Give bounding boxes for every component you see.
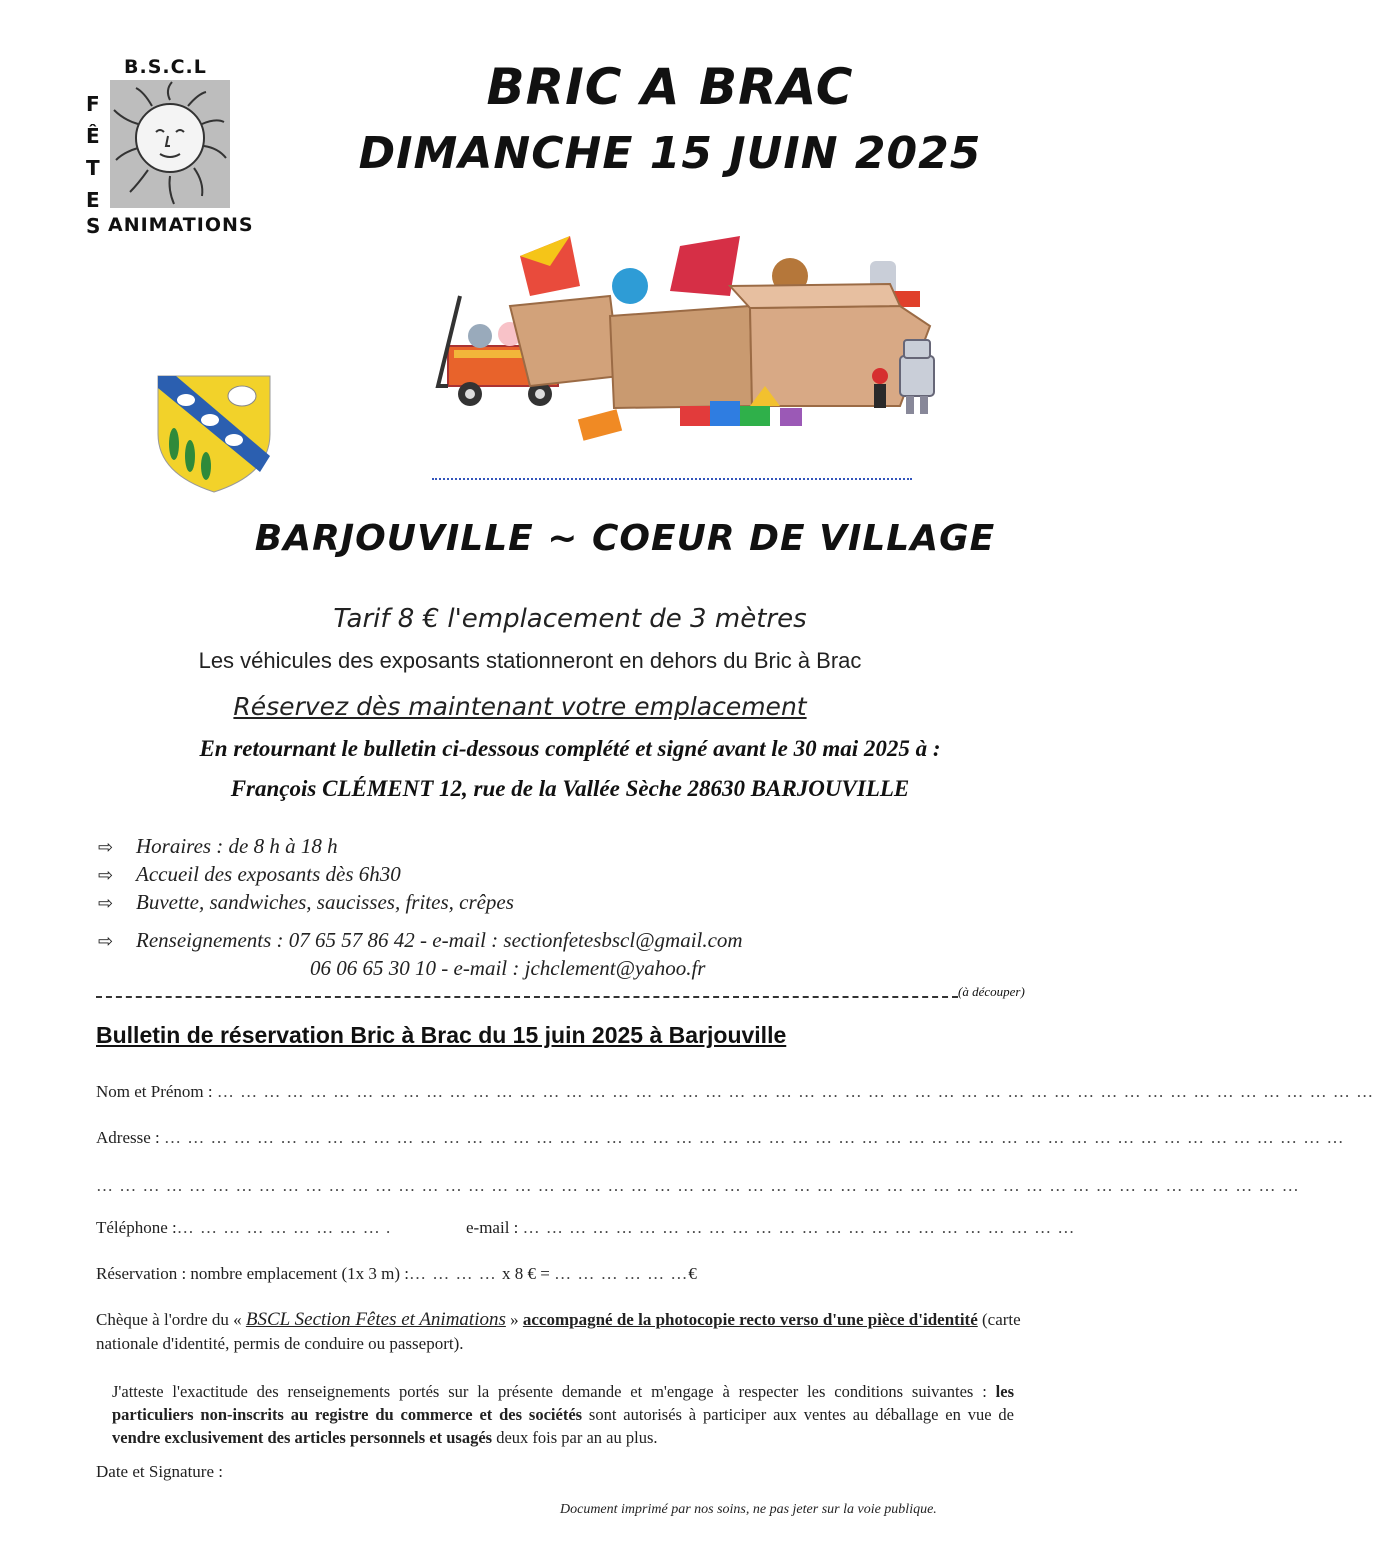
toy-boxes-illustration [430, 236, 960, 446]
cheque-suffix: (carte nationale d'identité, permis de conduire ou passeport). [96, 1310, 1021, 1353]
arrow-right-icon: ⇨ [98, 837, 114, 857]
tarif-text: Tarif 8 € l'emplacement de 3 mètres [333, 604, 807, 634]
detail-text: Accueil des exposants dès 6h30 [136, 862, 401, 886]
fill-dots: … … … … … … [554, 1264, 689, 1283]
attestation-text [112, 1380, 1014, 1449]
dotted-divider [432, 478, 912, 483]
event-date: DIMANCHE 15 JUIN 2025 [358, 128, 982, 179]
field-adresse-line2[interactable] [96, 1176, 1300, 1196]
logo-animations: ANIMATIONS [108, 214, 254, 236]
send-address: François CLÉMENT 12, rue de la Vallée Sèche 28630 BARJOUVILLE [230, 776, 910, 801]
fill-dots: … … … … … … … … … … … … … … … … … … … … … … … … … … … … … … … … … … … … … … … … … … … … … … … … … … … … [96, 1176, 1300, 1195]
atteste-bold: les particuliers non-inscrits au registre du commerce et des sociétés [112, 1382, 1014, 1424]
detail-text: Renseignements : 07 65 57 86 42 - e-mail : sectionfetesbscl@gmail.com [136, 928, 743, 952]
event-title: BRIC A BRAC [486, 58, 854, 116]
field-reservation[interactable] [96, 1264, 697, 1284]
cut-line [96, 996, 958, 998]
atteste-part: sont autorisés à participer aux ventes au déballage en vue de [582, 1405, 1014, 1424]
event-location: BARJOUVILLE ~ COEUR DE VILLAGE [254, 518, 996, 559]
atteste-bold: vendre exclusivement des articles personnels et usagés [112, 1428, 493, 1447]
village-crest-icon [156, 374, 272, 494]
logo-letter: E [86, 188, 100, 212]
field-nom[interactable] [96, 1082, 1374, 1102]
bulletin-title: Bulletin de réservation Bric à Brac du 15 juin 2025 à Barjouville [96, 1022, 787, 1048]
sun-logo-icon [110, 80, 230, 208]
detail-accueil [98, 862, 401, 887]
cheque-instructions [96, 1308, 1046, 1356]
cheque-id-requirement: accompagné de la photocopie recto verso d'une pièce d'identité [522, 1310, 978, 1329]
reservation-calc: x 8 € = [502, 1264, 555, 1283]
detail-text: Buvette, sandwiches, saucisses, frites, crêpes [136, 890, 514, 914]
detail-renseignements [98, 928, 743, 953]
detail-text: Horaires : de 8 h à 18 h [136, 834, 338, 858]
vehicules-text: Les véhicules des exposants stationneront en dehors du Bric à Brac [198, 648, 862, 673]
logo-org-name: B.S.C.L [124, 56, 207, 78]
detail-buvette [98, 890, 514, 915]
fill-dots: … … … … … … … … … . [176, 1218, 392, 1237]
cheque-mid: » [505, 1310, 523, 1329]
reservation-unit: € [688, 1264, 697, 1283]
field-telephone[interactable] [96, 1218, 391, 1238]
cheque-payee: BSCL Section Fêtes et Animations [245, 1309, 506, 1330]
footer-note: Document imprimé par nos soins, ne pas jeter sur la voie publique. [560, 1502, 937, 1517]
date-signature-field[interactable]: Date et Signature : [96, 1462, 223, 1481]
field-label: Téléphone : [96, 1218, 177, 1237]
field-label: Nom et Prénom : [96, 1082, 217, 1101]
field-label: e-mail : [466, 1218, 523, 1237]
field-email[interactable] [466, 1218, 1075, 1238]
field-label: Réservation : nombre emplacement (1x 3 m) : [96, 1264, 409, 1283]
fill-dots: … … … … … … … … … … … … … … … … … … … … … … … … … … … … … … … … … … … … … … … … … … … … … … … … … … [216, 1082, 1374, 1101]
detail-horaires [98, 834, 338, 859]
cut-label: (à découper) [958, 984, 1025, 999]
field-adresse[interactable] [96, 1128, 1344, 1148]
fill-dots: … … … … [409, 1264, 502, 1283]
logo-letter: Ê [86, 124, 100, 148]
field-label: Adresse : [96, 1128, 164, 1147]
atteste-part: J'atteste l'exactitude des renseignements portés sur la présente demande et m'engage à respecter les conditions suivantes : [112, 1382, 996, 1401]
fill-dots: … … … … … … … … … … … … … … … … … … … … … … … … [522, 1218, 1076, 1237]
logo-letter: S [86, 214, 101, 238]
arrow-right-icon: ⇨ [98, 865, 114, 885]
retour-text: En retournant le bulletin ci-dessous complété et signé avant le 30 mai 2025 à : [199, 736, 941, 761]
logo-letter: F [86, 92, 100, 116]
arrow-right-icon: ⇨ [98, 893, 114, 913]
logo-fetes-letters [86, 88, 100, 216]
cheque-prefix: Chèque à l'ordre du « [96, 1310, 246, 1329]
atteste-part: deux fois par an au plus. [492, 1428, 658, 1447]
reservez-text: Réservez dès maintenant votre emplacement [233, 692, 807, 721]
logo-letter: T [86, 156, 100, 180]
arrow-right-icon: ⇨ [98, 931, 114, 951]
fill-dots: … … … … … … … … … … … … … … … … … … … … … … … … … … … … … … … … … … … … … … … … … … … … … … … … … … … [163, 1128, 1345, 1147]
detail-renseignements-2: 06 06 65 30 10 - e-mail : jchclement@yahoo.fr [310, 956, 706, 980]
